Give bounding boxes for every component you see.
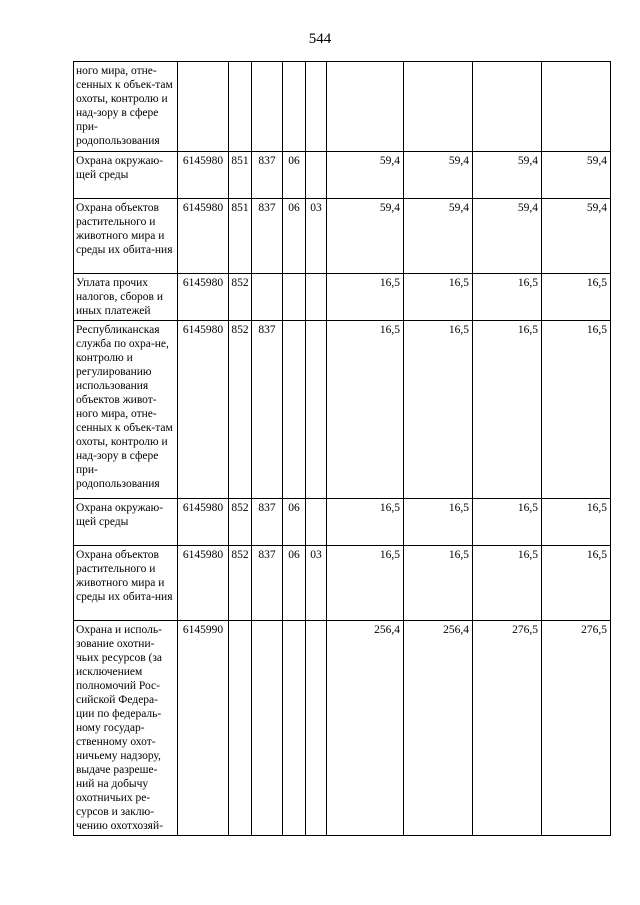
ministry-code [252,62,283,152]
ministry-code [252,621,283,836]
target-article-code: 6145980 [178,199,229,274]
table-row [74,274,611,321]
amount-col-4: 16,5 [542,274,611,321]
subsection-code [306,62,327,152]
section-code: 06 [283,199,306,274]
amount-col-4: 16,5 [542,321,611,499]
amount-col-4 [542,62,611,152]
amount-col-3: 16,5 [473,546,542,621]
amount-col-3 [473,62,542,152]
row-name: ного мира, отне-сенных к объек-там охоты, контролю и над-зору в сфере при-родопользования [74,62,178,152]
amount-col-1: 16,5 [327,321,404,499]
subsection-code [306,499,327,546]
target-article-code: 6145980 [178,321,229,499]
amount-col-1: 59,4 [327,152,404,199]
ministry-code: 837 [252,499,283,546]
amount-col-4: 59,4 [542,199,611,274]
ministry-code [252,274,283,321]
expense-type-code [229,621,252,836]
amount-col-3: 59,4 [473,199,542,274]
row-name: Республиканская служба по охра-не, контролю и регулированию использования объектов живот-ного мира, отне-сенных к объек-там охоты, контролю и над-зору в сфере при-родопользования [74,321,178,499]
page-number: 544 [308,31,332,47]
table-row [74,499,611,546]
amount-col-3: 16,5 [473,499,542,546]
expense-type-code: 852 [229,274,252,321]
amount-col-2: 16,5 [404,499,473,546]
table-row [74,62,611,152]
amount-col-4: 59,4 [542,152,611,199]
subsection-code [306,621,327,836]
amount-col-1: 16,5 [327,546,404,621]
amount-col-2: 16,5 [404,274,473,321]
ministry-code: 837 [252,546,283,621]
amount-col-3: 16,5 [473,274,542,321]
amount-col-2: 16,5 [404,546,473,621]
amount-col-3: 16,5 [473,321,542,499]
ministry-code: 837 [252,321,283,499]
section-code [283,621,306,836]
amount-col-4: 16,5 [542,546,611,621]
amount-col-1: 59,4 [327,199,404,274]
section-code [283,62,306,152]
target-article-code: 6145980 [178,499,229,546]
expense-type-code: 852 [229,499,252,546]
amount-col-4: 276,5 [542,621,611,836]
section-code [283,274,306,321]
budget-table [73,61,611,836]
amount-col-3: 59,4 [473,152,542,199]
subsection-code [306,274,327,321]
amount-col-1 [327,62,404,152]
amount-col-1: 16,5 [327,499,404,546]
table-row [74,546,611,621]
expense-type-code: 851 [229,199,252,274]
expense-type-code: 852 [229,546,252,621]
table-row [74,199,611,274]
row-name: Уплата прочих налогов, сборов и иных платежей [74,274,178,321]
section-code: 06 [283,499,306,546]
amount-col-2: 59,4 [404,199,473,274]
ministry-code: 837 [252,199,283,274]
section-code: 06 [283,546,306,621]
subsection-code [306,321,327,499]
target-article-code: 6145990 [178,621,229,836]
amount-col-1: 256,4 [327,621,404,836]
section-code [283,321,306,499]
subsection-code: 03 [306,199,327,274]
row-name: Охрана объектов растительного и животного мира и среды их обита-ния [74,199,178,274]
amount-col-2: 256,4 [404,621,473,836]
subsection-code: 03 [306,546,327,621]
row-name: Охрана и исполь-зование охотни-чьих ресурсов (за исключением полномочий Рос-сийской Федера-ции по федераль-ному государ-ственному охот-ничьему надзору, выдаче разреше-ний на добычу охотничьих ре-сурсов и заклю-чению охотхозяй- [74,621,178,836]
section-code: 06 [283,152,306,199]
target-article-code: 6145980 [178,152,229,199]
table-row [74,621,611,836]
amount-col-1: 16,5 [327,274,404,321]
amount-col-2 [404,62,473,152]
amount-col-3: 276,5 [473,621,542,836]
amount-col-2: 59,4 [404,152,473,199]
target-article-code [178,62,229,152]
ministry-code: 837 [252,152,283,199]
target-article-code: 6145980 [178,546,229,621]
table-row [74,152,611,199]
row-name: Охрана объектов растительного и животного мира и среды их обита-ния [74,546,178,621]
amount-col-4: 16,5 [542,499,611,546]
row-name: Охрана окружаю-щей среды [74,499,178,546]
target-article-code: 6145980 [178,274,229,321]
expense-type-code [229,62,252,152]
subsection-code [306,152,327,199]
expense-type-code: 851 [229,152,252,199]
expense-type-code: 852 [229,321,252,499]
amount-col-2: 16,5 [404,321,473,499]
table-row [74,321,611,499]
row-name: Охрана окружаю-щей среды [74,152,178,199]
